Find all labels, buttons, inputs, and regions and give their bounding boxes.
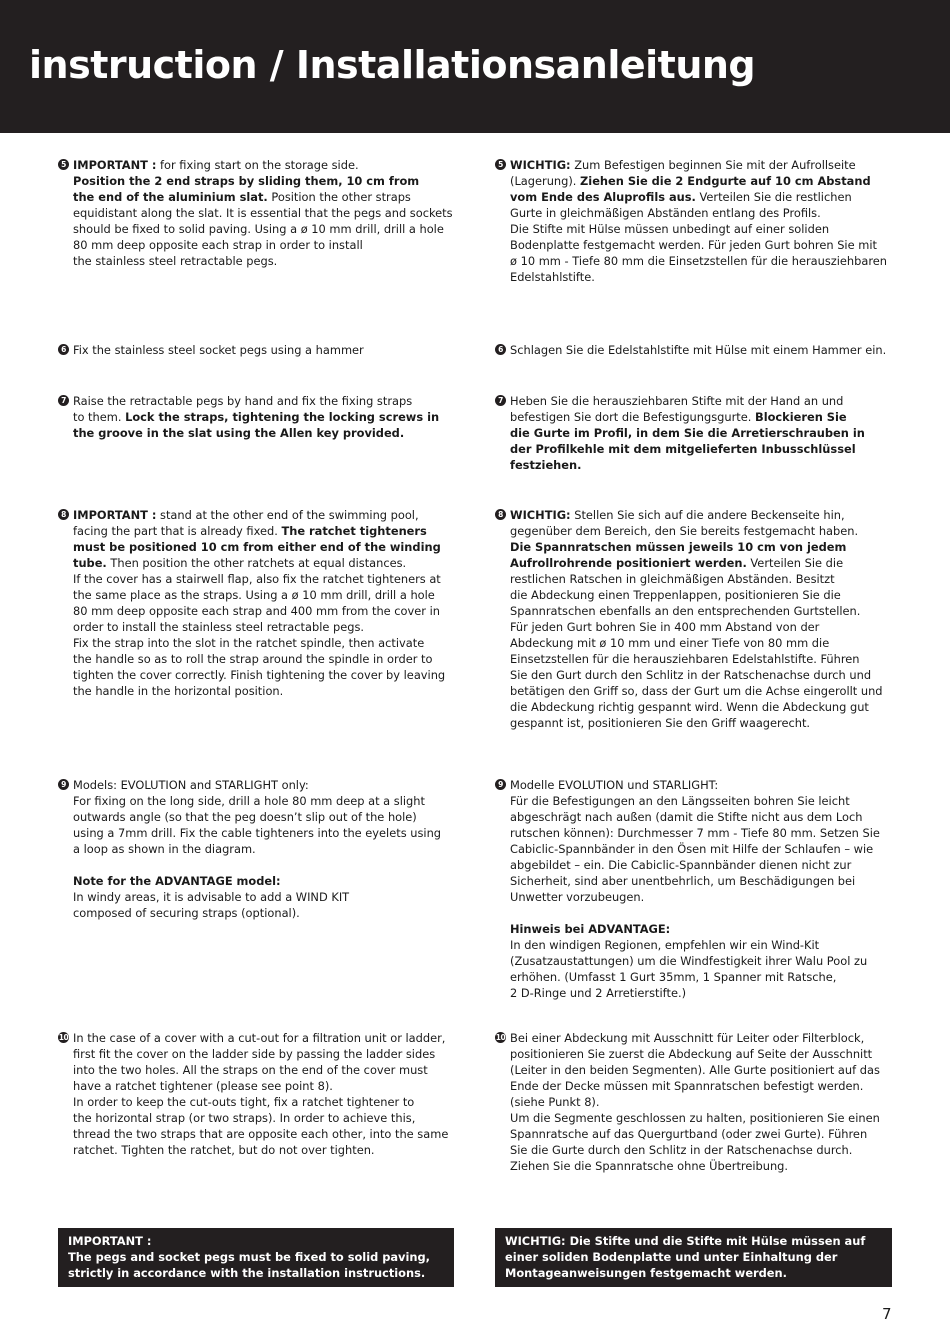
step-text: In den windigen Regionen, empfehlen wir ein Wind-Kit (Zusatzaustattungen) um die Windfestigkeit ihrer Walu Pool zu erhöhen. (Umfasst 1 Gurt 35mm, 1 Spanner mit Ratsche, 2 D-Ringe und 2 Arretierstifte.): [510, 938, 868, 1000]
step-bold-text: Die Spannratschen müssen jeweils 10 cm von jedem Aufrollrohrende positioniert werden.: [510, 540, 847, 570]
step-number-badge: 6: [495, 344, 506, 355]
step-lead: IMPORTANT :: [73, 508, 157, 522]
step-text: Models: EVOLUTION and STARLIGHT only: For fixing on the long side, drill a hole 80 mm deep at a slight outwards angle (so that the peg doesn’t slip out of the hole) using a 7mm drill. Fix the cable tighteners into the eyelets using a loop as shown in the diagram.: [73, 778, 442, 856]
step-9-en: [58, 777, 473, 921]
step-bold-text: Position the 2 end straps by sliding them, 10 cm from the end of the aluminium slat.: [73, 174, 420, 204]
step-text: Then position the other ratchets at equal distances. If the cover has a stairwell flap, also fix the ratchet tighteners at the same place as the straps. Using a ø 10 mm drill, drill a hole 80 mm deep opposite each strap and 400 mm from the cover in order to install the stainless steel retractable pegs. Fix the strap into the slot in the ratchet spindle, then activate the handle so as to roll the strap around the spindle in order to tighten the cover correctly. Finish tightening the cover by leaving the handle in the horizontal position.: [73, 556, 446, 698]
step-text: stand at the other end of the swimming pool, facing the part that is already fixed.: [73, 508, 419, 538]
step-text: Heben Sie die herausziehbaren Stifte mit der Hand an und befestigen Sie dort die Befestigungsgurte.: [510, 394, 844, 424]
step-lead: IMPORTANT :: [73, 158, 157, 172]
step-bold-text: Note for the ADVANTAGE model:: [73, 874, 281, 888]
step-10-en: [58, 1030, 473, 1158]
step-text: Fix the stainless steel socket pegs using a hammer: [73, 343, 364, 357]
important-note-box-en: [58, 1228, 454, 1287]
step-5-en: [58, 157, 473, 269]
step-number-badge: 6: [58, 344, 69, 355]
page-header: [0, 0, 950, 133]
step-5-de: [495, 157, 910, 285]
step-9-de: [495, 777, 910, 1001]
step-8-en: [58, 507, 473, 699]
step-number-badge: 10: [58, 1033, 69, 1042]
step-number-badge: 7: [495, 395, 506, 406]
step-text: Modelle EVOLUTION und STARLIGHT: Für die Befestigungen an den Längsseiten bohren Sie leicht abgeschrägt nach außen (damit die Stifte nicht aus dem Loch rutschen können): Durchmesser 7 mm - Tiefe 80 mm. Setzen Sie Cabiclic-Spannbänder in den Ösen mit Hilfe der Schlaufen – wie abgebildet – ein. Die Cabiclic-Spannbänder dienen nicht zur Sicherheit, sind aber unentbehrlich, um Beschädigungen bei Unwetter vorzubeugen.: [510, 778, 880, 904]
step-lead: WICHTIG:: [510, 508, 571, 522]
step-7-en: [58, 393, 473, 441]
step-text: Verteilen Sie die restlichen Ratschen in gleichmäßigen Abständen. Besitzt die Abdeckung einen Treppenlappen, positionieren Sie die Spannratschen ebenfalls an den entsprechenden Gurtstellen. Für jeden Gurt bohren Sie in 400 mm Abstand von der Abdeckung mit ø 10 mm und einer Tiefe von 80 mm die Einsetzstellen für die herausziehbaren Edelstahlstifte. Führen Sie den Gurt durch den Schlitz in der Ratschenachse durch und betätigen den Griff so, dass der Gurt um die Achse eingerollt und die Abdeckung richtig gespannt wird. Wenn die Abdeckung gut gespannt ist, positionieren Sie den Griff waagerecht.: [510, 556, 883, 730]
step-text: Raise the retractable pegs by hand and fix the fixing straps to them.: [73, 394, 413, 424]
step-bold-text: The ratchet tighteners must be positioned 10 cm from either end of the winding tube.: [73, 524, 441, 570]
step-lead: WICHTIG:: [510, 158, 571, 172]
step-text: Bei einer Abdeckung mit Ausschnitt für Leiter oder Filterblock, positionieren Sie zuerst die Abdeckung auf Seite der Ausschnitt (Leiter in den beiden Segmenten). Alle Gurte positioniert auf das Ende der Decke müssen mit Spannratschen befestigt werden. (siehe Punkt 8). Um die Segmente geschlossen zu halten, positionieren Sie einen Spannratsche auf das Quergurtband (oder zwei Gurte). Führen Sie die Gurte durch den Schlitz in der Ratschenachse durch. Ziehen Sie die Spannratsche ohne Übertreibung.: [510, 1031, 880, 1173]
step-bold-text: Lock the straps, tightening the locking screws in the groove in the slat using the Allen key provided.: [73, 410, 440, 440]
step-number-badge: 7: [58, 395, 69, 406]
step-6-de: [495, 342, 910, 358]
step-number-badge: 9: [495, 779, 506, 790]
step-text: In the case of a cover with a cut-out for a filtration unit or ladder, first fit the cover on the ladder side by passing the ladder sides into the two holes. All the straps on the end of the cover must have a ratchet tightener (please see point 8). In order to keep the cut-outs tight, fix a ratchet tightener to the horizontal strap (or two straps). In order to achieve this, thread the two straps that are opposite each other, into the same ratchet. Tighten the ratchet, but do not over tighten.: [73, 1031, 449, 1157]
step-number-badge: 8: [58, 509, 69, 520]
step-number-badge: 5: [495, 159, 506, 170]
step-7-de: [495, 393, 910, 473]
step-8-de: [495, 507, 910, 731]
page-title: instruction / Installationsanleitung: [29, 43, 756, 87]
step-text: Position the other straps equidistant along the slat. It is essential that the pegs and sockets should be fixed to solid paving. Using a ø 10 mm drill, drill a hole 80 mm deep opposite each strap in order to install the stainless steel retractable pegs.: [73, 190, 453, 268]
step-text: Schlagen Sie die Edelstahlstifte mit Hülse mit einem Hammer ein.: [510, 343, 887, 357]
important-note-box-de: [495, 1228, 892, 1287]
step-number-badge: 5: [58, 159, 69, 170]
step-number-badge: 9: [58, 779, 69, 790]
step-text: Stellen Sie sich auf die andere Beckenseite hin, gegenüber dem Bereich, den Sie bereits festgemacht haben.: [510, 508, 859, 538]
step-text: Verteilen Sie die restlichen Gurte in gleichmäßigen Abständen entlang des Profils. Die Stifte mit Hülse müssen unbedingt auf einer soliden Bodenplatte festgemacht werden. Für jeden Gurt bohren Sie mit ø 10 mm - Tiefe 80 mm die Einsetzstellen für die herausziehbaren Edelstahlstifte.: [510, 190, 888, 284]
step-bold-text: Ziehen Sie die 2 Endgurte auf 10 cm Abstand vom Ende des Aluprofils aus.: [510, 174, 871, 204]
important-note-text: IMPORTANT : The pegs and socket pegs must be fixed to solid paving, strictly in accordance with the installation instructions.: [68, 1234, 430, 1280]
step-number-badge: 8: [495, 509, 506, 520]
step-text: Zum Befestigen beginnen Sie mit der Aufrollseite (Lagerung).: [510, 158, 856, 188]
step-6-en: [58, 342, 473, 358]
step-bold-text: Blockieren Sie die Gurte im Profil, in dem Sie die Arretierschrauben in der Profilkehle mit dem mitgelieferten Inbusschlüssel festziehen.: [510, 410, 865, 472]
step-text: In windy areas, it is advisable to add a WIND KIT composed of securing straps (optional).: [73, 890, 350, 920]
step-10-de: [495, 1030, 910, 1174]
step-text: for fixing start on the storage side.: [160, 158, 359, 172]
step-number-badge: 10: [495, 1033, 506, 1042]
important-note-text: WICHTIG: Die Stifte und die Stifte mit Hülse müssen auf einer soliden Bodenplatte und unter Einhaltung der Montageanweisungen festgemacht werden.: [505, 1234, 866, 1280]
page-number: 7: [882, 1305, 892, 1323]
step-bold-text: Hinweis bei ADVANTAGE:: [510, 922, 671, 936]
